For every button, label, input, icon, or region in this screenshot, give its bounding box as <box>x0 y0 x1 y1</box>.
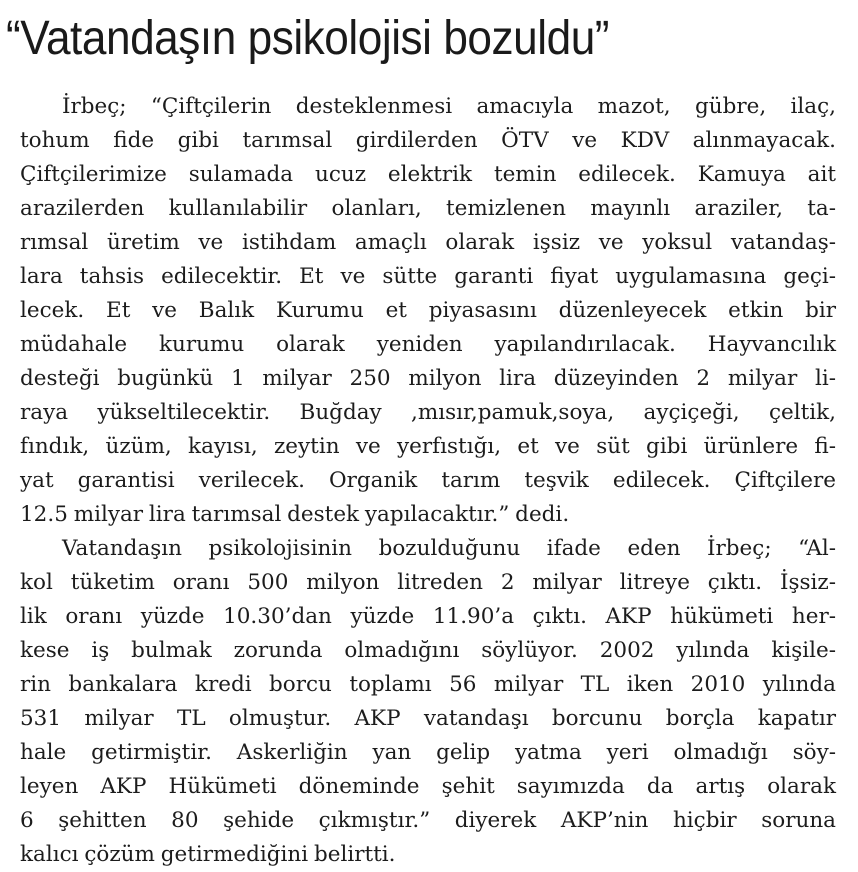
paragraph-2-line: leyen AKP Hükümeti döneminde şehit sayımızda da artış olarak <box>20 774 836 799</box>
paragraph-2-line: lik oranı yüzde 10.30’dan yüzde 11.90’a çıktı. AKP hükümeti her- <box>20 604 836 629</box>
paragraph-1-line: rımsal üretim ve istihdam amaçlı olarak işsiz ve yoksul vatandaş- <box>20 230 836 255</box>
paragraph-2-line: 531 milyar TL olmuştur. AKP vatandaşı borcunu borçla kapatır <box>20 706 836 731</box>
paragraph-2-line: kese iş bulmak zorunda olmadığını söylüyor. 2002 yılında kişile- <box>20 638 836 663</box>
paragraph-2-line: rin bankalara kredi borcu toplamı 56 milyar TL iken 2010 yılında <box>20 672 836 697</box>
paragraph-1-line: İrbeç; “Çiftçilerin desteklenmesi amacıyla mazot, gübre, ilaç, <box>62 94 836 119</box>
paragraph-1-line: desteği bugünkü 1 milyar 250 milyon lira düzeyinden 2 milyar li- <box>20 366 836 391</box>
paragraph-2-line: hale getirmiştir. Askerliğin yan gelip yatma yeri olmadığı söy- <box>20 740 836 765</box>
paragraph-2-line: Vatandaşın psikolojisinin bozulduğunu ifade eden İrbeç; “Al- <box>62 536 836 561</box>
paragraph-1-line: Çiftçilerimize sulamada ucuz elektrik temin edilecek. Kamuya ait <box>20 162 836 187</box>
paragraph-1-line: lecek. Et ve Balık Kurumu et piyasasını düzenleyecek etkin bir <box>20 298 836 323</box>
article-headline: “Vatandaşın psikolojisi bozuldu” <box>6 12 610 65</box>
paragraph-1-line: arazilerden kullanılabilir olanları, temizlenen mayınlı araziler, ta- <box>20 196 836 221</box>
paragraph-1-line: fındık, üzüm, kayısı, zeytin ve yerfıstığı, et ve süt gibi ürünlere fi- <box>20 434 836 459</box>
paragraph-2-line: kol tüketim oranı 500 milyon litreden 2 milyar litreye çıktı. İşsiz- <box>20 570 836 595</box>
paragraph-1-line: tohum fide gibi tarımsal girdilerden ÖTV ve KDV alınmayacak. <box>20 128 836 153</box>
paragraph-1-line: lara tahsis edilecektir. Et ve sütte garanti fiyat uygulamasına geçi- <box>20 264 836 289</box>
paragraph-1-line: 12.5 milyar lira tarımsal destek yapılacaktır.” dedi. <box>20 502 570 527</box>
paragraph-2-line: kalıcı çözüm getirmediğini belirtti. <box>20 842 396 867</box>
paragraph-1-line: yat garantisi verilecek. Organik tarım teşvik edilecek. Çiftçilere <box>20 468 836 493</box>
paragraph-1-line: raya yükseltilecektir. Buğday ,mısır,pamuk,soya, ayçiçeği, çeltik, <box>20 400 836 425</box>
article-body <box>20 90 836 872</box>
paragraph-1-line: müdahale kurumu olarak yeniden yapılandırılacak. Hayvancılık <box>20 332 836 357</box>
paragraph-2-line: 6 şehitten 80 şehide çıkmıştır.” diyerek AKP’nin hiçbir soruna <box>20 808 836 833</box>
